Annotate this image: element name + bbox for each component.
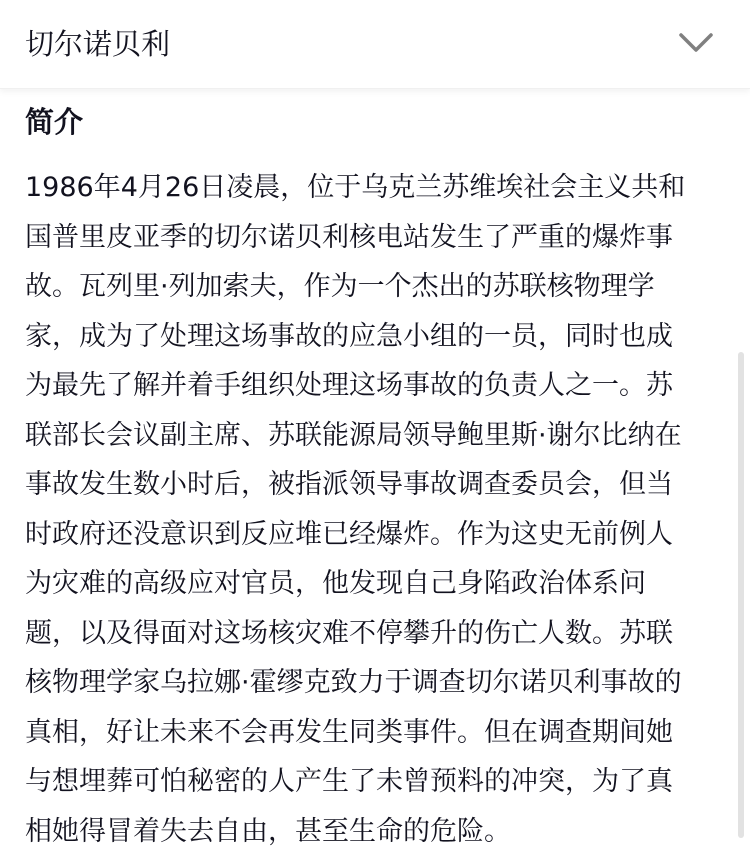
section-heading: 简介 <box>25 102 83 142</box>
description-line: 真相，好让未来不会再发生同类事件。但在调查期间她 <box>25 708 730 758</box>
description-line: 1986年4月26日凌晨，位于乌克兰苏维埃社会主义共和 <box>25 163 730 213</box>
description-line: 相她得冒着失去自由，甚至生命的危险。 <box>25 807 730 856</box>
description-line: 为最先了解并着手组织处理这场事故的负责人之一。苏 <box>25 361 730 411</box>
page-title: 切尔诺贝利 <box>25 24 170 64</box>
description-line: 国普里皮亚季的切尔诺贝利核电站发生了严重的爆炸事 <box>25 213 730 263</box>
scrollbar[interactable] <box>738 352 744 838</box>
description-line: 核物理学家乌拉娜·霍缪克致力于调查切尔诺贝利事故的 <box>25 658 730 708</box>
description-line: 故。瓦列里·列加索夫，作为一个杰出的苏联核物理学 <box>25 262 730 312</box>
description-line: 联部长会议副主席、苏联能源局领导鲍里斯·谢尔比纳在 <box>25 411 730 461</box>
description-line: 时政府还没意识到反应堆已经爆炸。作为这史无前例人 <box>25 510 730 560</box>
description-line: 事故发生数小时后，被指派领导事故调查委员会，但当 <box>25 460 730 510</box>
description-line: 与想埋葬可怕秘密的人产生了未曾预料的冲突，为了真 <box>25 757 730 807</box>
description-line: 家，成为了处理这场事故的应急小组的一员，同时也成 <box>25 312 730 362</box>
chevron-down-icon[interactable] <box>678 30 714 56</box>
description-line: 为灾难的高级应对官员，他发现自己身陷政治体系问 <box>25 559 730 609</box>
header-bar <box>0 0 750 89</box>
description-text <box>25 163 730 856</box>
description-line: 题，以及得面对这场核灾难不停攀升的伤亡人数。苏联 <box>25 609 730 659</box>
